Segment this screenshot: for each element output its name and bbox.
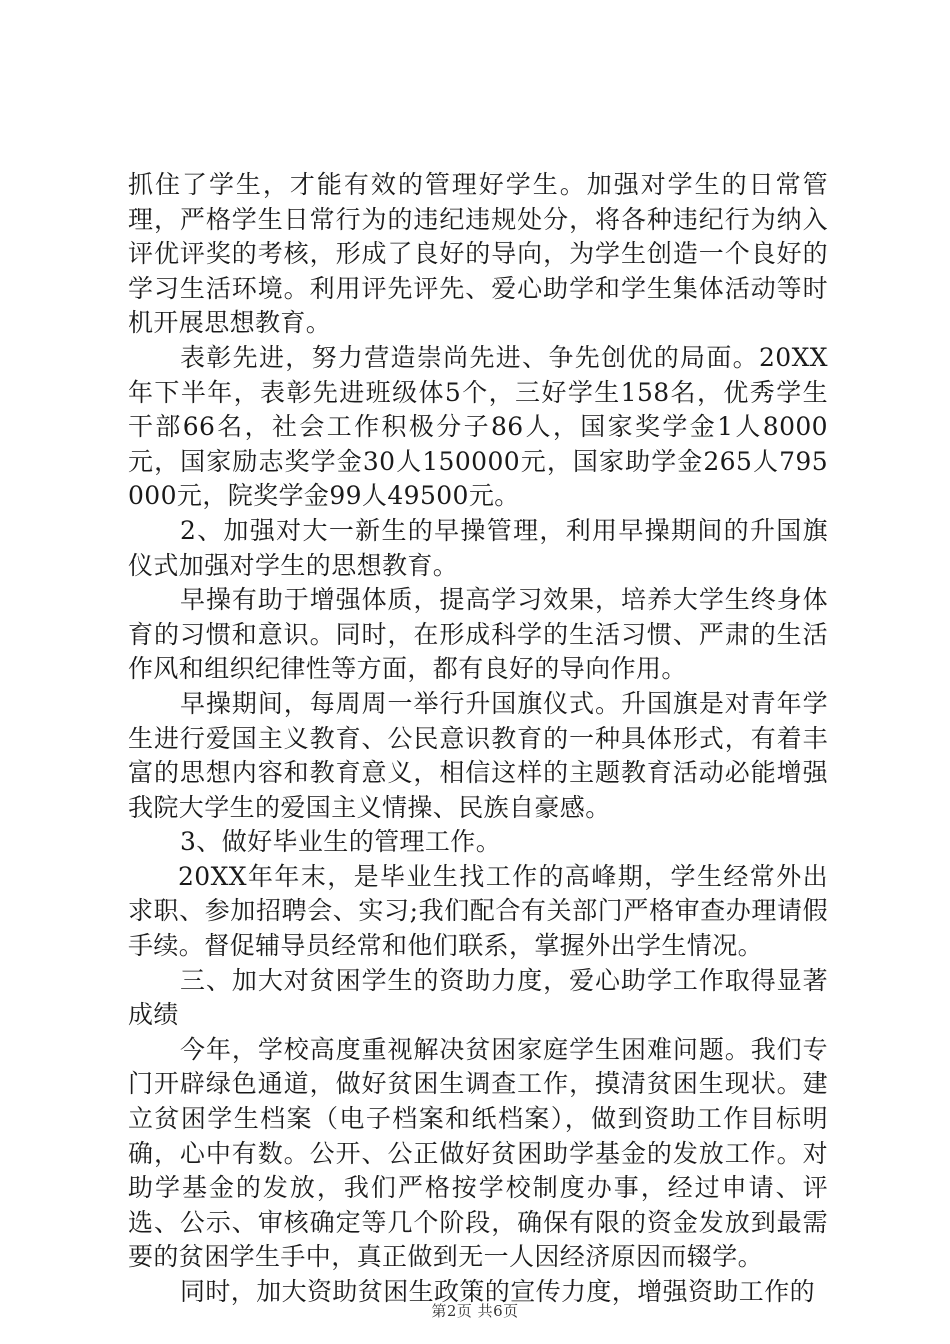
paragraph-8: 今年，学校高度重视解决贫困家庭学生困难问题。我们专门开辟绿色通道，做好贫困生调查工作，摸清贫困生现状。建立贫困学生档案（电子档案和纸档案），做到资助工作目标明确，心中有数。公开、公正做好贫困助学基金的发放工作。对助学基金的发放，我们严格按学校制度办事，经过申请、评选、公示、审核确定等几个阶段，确保有限的资金发放到最需要的贫困学生手中，真正做到无一人因经济原因而辍学。	[128, 1034, 828, 1272]
document-body	[128, 168, 828, 1310]
paragraph-5: 早操期间，每周周一举行升国旗仪式。升国旗是对青年学生进行爱国主义教育、公民意识教育的一种具体形式，有着丰富的思想内容和教育意义，相信这样的主题教育活动必能增强我院大学生的爱国主义情操、民族自豪感。	[128, 688, 828, 822]
paragraph-2: 表彰先进，努力营造崇尚先进、争先创优的局面。20XX年下半年，表彰先进班级体5个，三好学生158名，优秀学生干部66名，社会工作积极分子86人，国家奖学金1人8000元，国家励志奖学金30人150000元，国家助学金265人795000元，院奖学金99人49500元。	[128, 342, 828, 511]
page-footer: 第2页 共6页	[431, 1302, 519, 1320]
paragraph-1: 抓住了学生，才能有效的管理好学生。加强对学生的日常管理，严格学生日常行为的违纪违规处分，将各种违纪行为纳入评优评奖的考核，形成了良好的导向，为学生创造一个良好的学习生活环境。利用评先评先、爱心助学和学生集体活动等时机开展思想教育。	[128, 170, 828, 338]
paragraph-6: 3、做好毕业生的管理工作。	[180, 827, 502, 857]
paragraph-3: 2、加强对大一新生的早操管理，利用早操期间的升国旗仪式加强对学生的思想教育。	[128, 515, 828, 580]
paragraph-4: 早操有助于增强体质，提高学习效果，培养大学生终身体育的习惯和意识。同时，在形成科学的生活习惯、严肃的生活作风和组织纪律性等方面，都有良好的导向作用。	[128, 585, 828, 684]
section-heading: 三、加大对贫困学生的资助力度，爱心助学工作取得显著成绩	[128, 965, 828, 1030]
paragraph-7: 20XX年年末，是毕业生找工作的高峰期，学生经常外出求职、参加招聘会、实习;我们配合有关部门严格审查办理请假手续。督促辅导员经常和他们联系，掌握外出学生情况。	[128, 861, 828, 961]
paragraph-9: 同时，加大资助贫困生政策的宣传力度，增强资助工作的	[180, 1277, 816, 1306]
